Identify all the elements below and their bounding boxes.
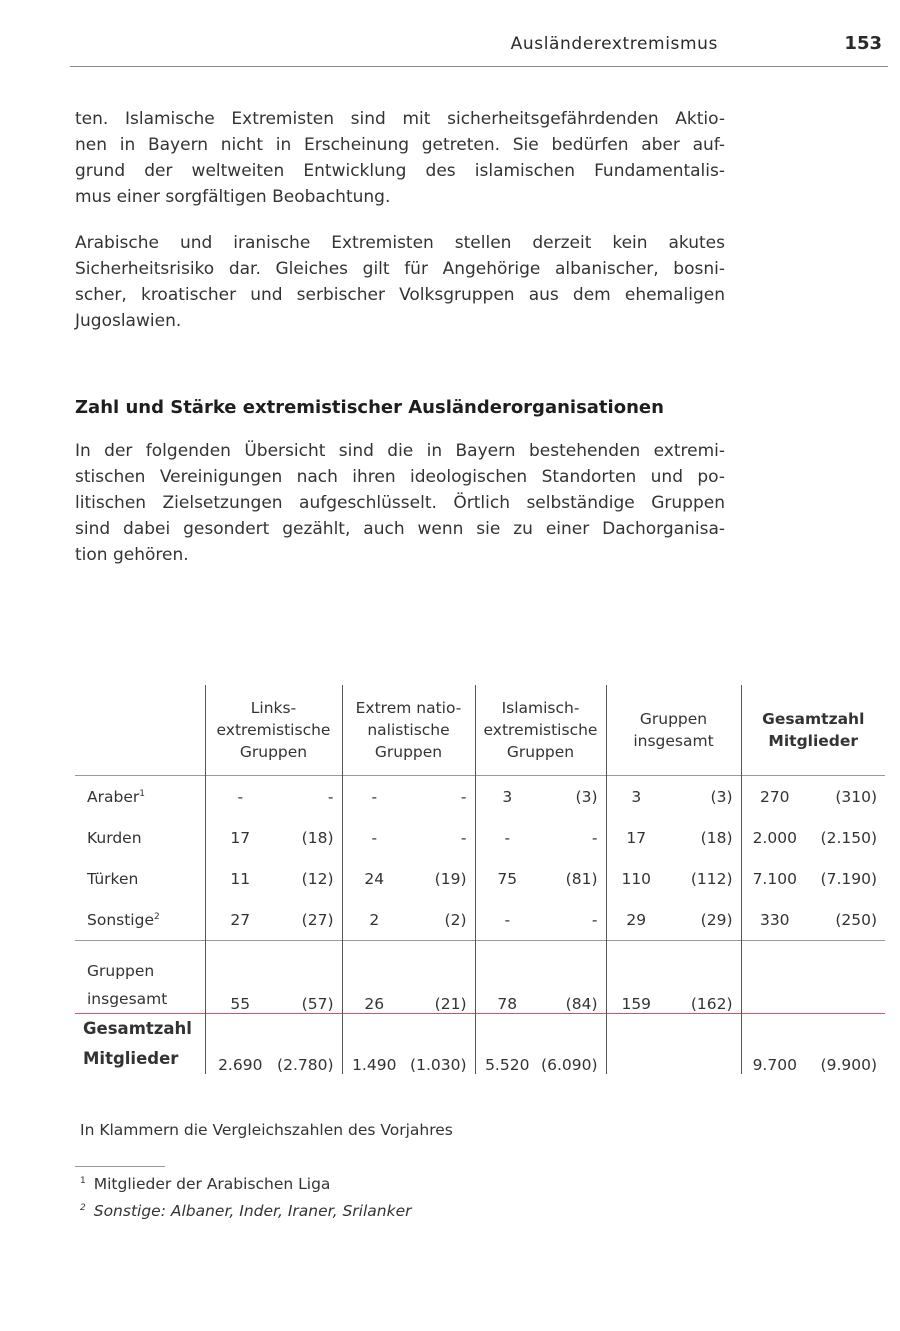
- table-cell: (19): [434, 869, 467, 888]
- table-cell: 27: [205, 899, 275, 941]
- table-cell: 9.700: [741, 1014, 808, 1075]
- row-label: Sonstige$^2$: [87, 910, 160, 929]
- table-row-tuerken: [75, 858, 885, 899]
- table-cell: (310): [808, 776, 885, 818]
- table-cell: 159: [606, 941, 666, 1014]
- table-cell: 17: [606, 817, 666, 858]
- text-line: Jugoslawien.: [75, 311, 182, 331]
- text-line: stischen Vereinigungen nach ihren ideologischen Standorten und po-: [75, 467, 725, 487]
- table-cell: -: [406, 776, 475, 818]
- table-cell: 24: [342, 858, 406, 899]
- table-cell: (7.190): [820, 869, 877, 888]
- table-cell: 270: [741, 776, 808, 818]
- paragraph-islamic-extremists: [75, 106, 725, 210]
- table-cell: -: [591, 910, 598, 929]
- table-cell: 75: [475, 858, 539, 899]
- row-label: Türken: [87, 869, 139, 888]
- table-cell: -: [205, 776, 275, 818]
- table-cell: 1.490: [342, 1014, 406, 1075]
- text-line: sind dabei gesondert gezählt, auch wenn sie zu einer Dachorganisa-: [75, 519, 725, 539]
- text-line: scher, kroatischer und serbischer Volksgruppen aus dem ehemaligen: [75, 285, 725, 305]
- table-cell: (12): [301, 869, 334, 888]
- table-cell: (3): [539, 776, 606, 818]
- table-row-sonstige: [75, 899, 885, 941]
- table-cell: [606, 1014, 666, 1075]
- table-cell: 2: [342, 899, 406, 941]
- footnote-mark: 1: [80, 1175, 86, 1186]
- table-cell: -: [475, 899, 539, 941]
- row-label: Kurden: [87, 828, 142, 847]
- text-line: Sicherheitsrisiko dar. Gleiches gilt für Angehörige albanischer, bosni-: [75, 259, 725, 279]
- table-cell: 55: [205, 941, 275, 1014]
- table-cell: -: [342, 817, 406, 858]
- header-total-members: Gesamtzahl Mitglieder: [741, 685, 885, 776]
- table-row-gruppen-insgesamt: [75, 941, 885, 1014]
- table-cell: (18): [301, 828, 334, 847]
- footnote-divider: [75, 1166, 165, 1167]
- footnote-1: [80, 1175, 330, 1193]
- footnote-text: Sonstige: Albaner, Inder, Iraner, Srilanker: [93, 1202, 412, 1220]
- text-line: In der folgenden Übersicht sind die in Bayern bestehenden extremi-: [75, 441, 725, 461]
- header-empty: [75, 685, 205, 776]
- header-islamist-extremist: Islamisch- extremistische Gruppen: [475, 685, 606, 776]
- row-label: Araber$^1$: [75, 776, 205, 818]
- text-line: ten. Islamische Extremisten sind mit sicherheitsgefährdenden Aktio-: [75, 109, 725, 129]
- table-cell: 5.520: [475, 1014, 539, 1075]
- table-cell: (18): [700, 828, 733, 847]
- table-cell: (57): [275, 941, 342, 1014]
- row-label: Gesamtzahl Mitglieder: [75, 1014, 205, 1075]
- table-cell: (2.150): [820, 828, 877, 847]
- row-label: Gruppen insgesamt: [75, 941, 205, 1014]
- table-cell: (2.780): [275, 1014, 342, 1075]
- table-cell: 2.690: [205, 1014, 275, 1075]
- table-cell: 7.100: [741, 858, 808, 899]
- header-groups-total: Gruppen insgesamt: [606, 685, 741, 776]
- text-line: tion gehören.: [75, 545, 189, 565]
- table-row-kurden: [75, 817, 885, 858]
- comparison-note: In Klammern die Vergleichszahlen des Vorjahres: [80, 1121, 453, 1139]
- header-extreme-nationalist: Extrem natio- nalistische Gruppen: [342, 685, 475, 776]
- table-cell: (27): [301, 910, 334, 929]
- paragraph-arab-iranian: [75, 230, 725, 334]
- table-cell: (3): [666, 776, 741, 818]
- table-cell: (9.900): [808, 1014, 885, 1075]
- table-cell: [808, 941, 885, 1014]
- running-title: Ausländerextremismus: [510, 34, 718, 54]
- text-line: nen in Bayern nicht in Erscheinung getreten. Sie bedürfen aber auf-: [75, 135, 725, 155]
- table-row-araber: [75, 776, 885, 818]
- table-cell: [741, 941, 808, 1014]
- table-cell: 11: [205, 858, 275, 899]
- table-cell: (29): [700, 910, 733, 929]
- table-cell: 3: [475, 776, 539, 818]
- table-cell: -: [275, 776, 342, 818]
- paragraph-overview: [75, 438, 725, 568]
- footnote-mark: 2: [80, 1202, 86, 1213]
- table-row-gesamtzahl: [75, 1014, 885, 1075]
- table-cell: (162): [666, 941, 741, 1014]
- table-cell: (84): [539, 941, 606, 1014]
- extremist-organizations-table: [75, 685, 885, 1074]
- table-cell: [666, 1014, 741, 1075]
- page-number: 153: [844, 33, 882, 54]
- table-cell: 330: [741, 899, 808, 941]
- table-cell: 2.000: [741, 817, 808, 858]
- page-header: [70, 30, 888, 67]
- text-line: grund der weltweiten Entwicklung des islamischen Fundamentalis-: [75, 161, 725, 181]
- table-header-row: [75, 685, 885, 776]
- table-cell: 110: [606, 858, 666, 899]
- table-cell: 78: [475, 941, 539, 1014]
- table-cell: -: [591, 828, 598, 847]
- text-line: litischen Zielsetzungen aufgeschlüsselt. Örtlich selbständige Gruppen: [75, 493, 725, 513]
- table-cell: 26: [342, 941, 406, 1014]
- table-cell: -: [342, 776, 406, 818]
- table-cell: 3: [606, 776, 666, 818]
- text-line: Arabische und iranische Extremisten stellen derzeit kein akutes: [75, 233, 725, 253]
- header-left-extremist: Links- extremistische Gruppen: [205, 685, 342, 776]
- table-cell: (6.090): [539, 1014, 606, 1075]
- text-line: mus einer sorgfältigen Beobachtung.: [75, 187, 391, 207]
- section-heading: Zahl und Stärke extremistischer Ausländerorganisationen: [75, 397, 664, 418]
- footnote-text: Mitglieder der Arabischen Liga: [93, 1175, 331, 1193]
- table-cell: 17: [205, 817, 275, 858]
- table-cell: (112): [690, 869, 733, 888]
- table-cell: (250): [835, 910, 877, 929]
- table-cell: -: [475, 817, 539, 858]
- footnote-2: [80, 1202, 411, 1220]
- table-cell: (2): [444, 910, 467, 929]
- table-cell: (21): [406, 941, 475, 1014]
- table-cell: (1.030): [406, 1014, 475, 1075]
- table-cell: 29: [606, 899, 666, 941]
- table-cell: (81): [565, 869, 598, 888]
- table-cell: -: [460, 828, 467, 847]
